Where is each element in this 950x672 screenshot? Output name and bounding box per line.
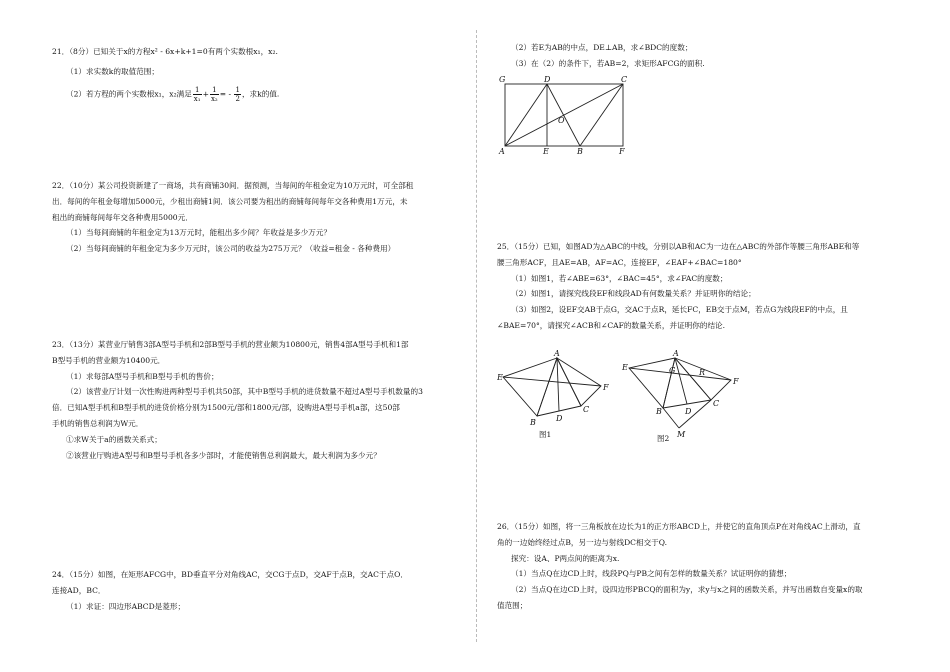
column-divider bbox=[476, 30, 477, 642]
question-26 bbox=[497, 519, 917, 614]
fig24-label-E: E bbox=[543, 147, 549, 156]
q24-part3: （3）在（2）的条件下，若AB=2，求矩形AFCG的面积. bbox=[511, 58, 705, 68]
question-25 bbox=[497, 239, 917, 334]
fig25b-label-B: B bbox=[656, 407, 662, 416]
line-AD bbox=[505, 84, 547, 146]
fig24-label-B: B bbox=[577, 147, 583, 156]
q25-line-2: 腰三角形ACF，且AE=AB，AF=AC，连接EF，∠EAF+∠BAC=180° bbox=[497, 257, 742, 267]
fig25b-label-A: A bbox=[673, 349, 679, 358]
figure-24-svg bbox=[497, 74, 637, 156]
fig25a-label-B: B bbox=[530, 418, 536, 427]
question-24-start bbox=[52, 567, 467, 614]
line-BD bbox=[547, 84, 580, 146]
q21-frac-2: $\frac{1}{\text{x₂}}$ bbox=[210, 85, 218, 103]
segment-BM bbox=[663, 408, 679, 428]
q23-part1: （1）求每部A型号手机和B型号手机的售价； bbox=[66, 371, 219, 381]
fig24-label-G: G bbox=[499, 75, 506, 84]
q23-part2-a: （2）该营业厅计划一次性购进两种型号手机共50部，其中B型号手机的进货数量不超过A型号手机数量的3 bbox=[66, 387, 423, 397]
q25-part3-b: ∠BAE=70°，请探究∠ACB和∠CAF的数量关系，并证明你的结论. bbox=[497, 320, 726, 330]
fig25b-label-G: G bbox=[669, 366, 676, 375]
q25-part1: （1）如图1，若∠ABE=63°，∠BAC=45°，求∠FAC的度数； bbox=[511, 273, 728, 283]
q24-part1: （1）求证：四边形ABCD是菱形； bbox=[66, 601, 186, 611]
question-23 bbox=[52, 337, 467, 463]
fig25b-label-C: C bbox=[713, 399, 720, 408]
question-24-cont bbox=[497, 40, 917, 72]
fig25a-label-C: C bbox=[583, 405, 590, 414]
q26-line-3: 探究：设A、P两点间的距离为x. bbox=[511, 553, 620, 563]
q22-part2: （2）当每间商铺的年租金定为多少万元时，该公司的收益为275万元？（收益=租金 - 各种费用） bbox=[66, 244, 396, 254]
q22-part1: （1）当每间商铺的年租金定为13万元时，能租出多少间？年收益是多少万元？ bbox=[66, 228, 332, 238]
q23-part2-c: 手机的销售总利润为W元． bbox=[52, 418, 144, 428]
q23-part2-b: 倍．已知A型手机和B型手机的进货价格分别为1500元/部和1800元/部，设购进A型号手机a部，这50部 bbox=[52, 403, 400, 413]
fig25b-label-R: R bbox=[699, 368, 706, 377]
q26-line-1: 26．（15分）如图，将一三角板放在边长为1的正方形ABCD上，并使它的直角顶点P在对角线AC上滑动，直 bbox=[497, 522, 861, 531]
fig25a-label-E: E bbox=[497, 373, 503, 382]
q26-part1: （1）当点Q在边CD上时，线段PQ与PB之间有怎样的数量关系？试证明你的猜想； bbox=[511, 569, 792, 579]
fig25b-caption: 图2 bbox=[657, 434, 670, 443]
fig25b-label-D: D bbox=[685, 407, 692, 416]
q21-part1: （1）求实数k的取值范围； bbox=[66, 66, 159, 76]
figure-25-2-svg bbox=[621, 348, 741, 444]
fig25a-caption: 图1 bbox=[539, 430, 552, 439]
question-22 bbox=[52, 178, 467, 257]
q25-part2: （2）如图1，请探究线段EF和线段AD有何数量关系？并证明你的结论； bbox=[511, 289, 756, 299]
fig25b-label-F: F bbox=[733, 377, 739, 386]
figure-25-1 bbox=[497, 348, 617, 440]
q21-eq: = - bbox=[219, 89, 234, 99]
q22-line-2: 出．每间的年租金每增加5000元，少租出商铺1间．该公司要为租出的商铺每间每年交各种费用1万元，未 bbox=[52, 196, 408, 206]
q24-line-1: 24．（15分）如图，在矩形AFCG中，BD垂直平分对角线AC，交CG于点D，交AF于点B，交AC于点O． bbox=[52, 570, 408, 579]
q26-line-2: 角的一边始终经过点B，另一边与射线DC相交于Q. bbox=[497, 537, 668, 547]
q23-sub2: ②该营业厅购进A型号和B型号手机各多少部时，才能使销售总利润最大，最大利润为多少元？ bbox=[66, 450, 381, 460]
left-column bbox=[52, 0, 467, 672]
figure-25-2 bbox=[621, 348, 741, 444]
q22-line-3: 租出的商铺每间每年交各种费用5000元． bbox=[52, 212, 193, 222]
q24-line-2: 连接AD，BC． bbox=[52, 585, 106, 595]
fig25a-label-A: A bbox=[554, 349, 560, 358]
q23-line-2: B型号手机的营业额为10400元． bbox=[52, 355, 166, 365]
fig24-label-C: C bbox=[621, 75, 628, 84]
right-column bbox=[497, 0, 917, 672]
q23-line-1: 23．（13分）某营业厅销售3部A型号手机和2部B型号手机的营业额为10800元，销售4部A型号手机和1部 bbox=[52, 340, 409, 349]
q25-line-1: 25．（15分）已知，如图AD为△ABC的中线，分别以AB和AC为一边在△ABC的外部作等腰三角形ABE和等 bbox=[497, 242, 860, 251]
fig25b-label-E: E bbox=[622, 363, 628, 372]
triangle-ABE bbox=[503, 358, 557, 416]
q21-frac-3: $\frac{1}{2}$ bbox=[235, 85, 240, 103]
fig25b-label-M: M bbox=[677, 430, 686, 439]
q26-part2-a: （2）当点Q在边CD上时，设四边形PBCQ的面积为y，求y与x之间的函数关系，并写出函数自变量x的取 bbox=[511, 585, 863, 595]
question-21 bbox=[52, 44, 467, 103]
q21-frac-1: $\frac{1}{\text{x₁}}$ bbox=[193, 85, 201, 103]
fig24-label-O: O bbox=[558, 116, 565, 125]
q21-part2-post: ，求k的值. bbox=[241, 89, 280, 99]
figure-24-rectangle bbox=[497, 74, 637, 156]
q26-part2-b: 值范围； bbox=[497, 600, 528, 610]
q21-part2-pre: （2）若方程的两个实数根x₁，x₂满足 bbox=[66, 89, 192, 99]
fig25a-label-D: D bbox=[556, 414, 563, 423]
fig24-label-D: D bbox=[544, 75, 551, 84]
line-BC bbox=[580, 84, 623, 146]
q21-stem: 21．（8分）已知关于x的方程x² - 6x+k+1=0有两个实数根x₁，x₂. bbox=[52, 47, 278, 56]
q23-sub1: ①求W关于a的函数关系式； bbox=[66, 434, 162, 444]
figure-25-1-svg bbox=[497, 348, 617, 440]
q22-line-1: 22．（10分）某公司投资新建了一商场，共有商铺30间．据预测，当每间的年租金定为10万元时，可全部租 bbox=[52, 181, 414, 190]
q21-part2: （2）若方程的两个实数根x₁，x₂满足 $\frac{1}{\text{x₁}}$ + $\frac{1}{\text{x₂}}$ = - $\frac{1}{2}$ ，求k的值. bbox=[66, 85, 280, 103]
q24-part2: （2）若E为AB的中点，DE⊥AB，求∠BDC的度数； bbox=[511, 43, 693, 52]
segment-EF bbox=[503, 377, 601, 386]
q25-part3-a: （3）如图2，设EF交AB于点G，交AC于点R，延长FC，EB交于点M，若点G为线段EF的中点，且 bbox=[511, 305, 848, 315]
triangle-ACF bbox=[557, 358, 601, 406]
fig24-label-F: F bbox=[619, 147, 625, 156]
median-AD bbox=[557, 358, 559, 411]
fig24-label-A: A bbox=[499, 147, 505, 156]
fig25a-label-F: F bbox=[603, 383, 609, 392]
